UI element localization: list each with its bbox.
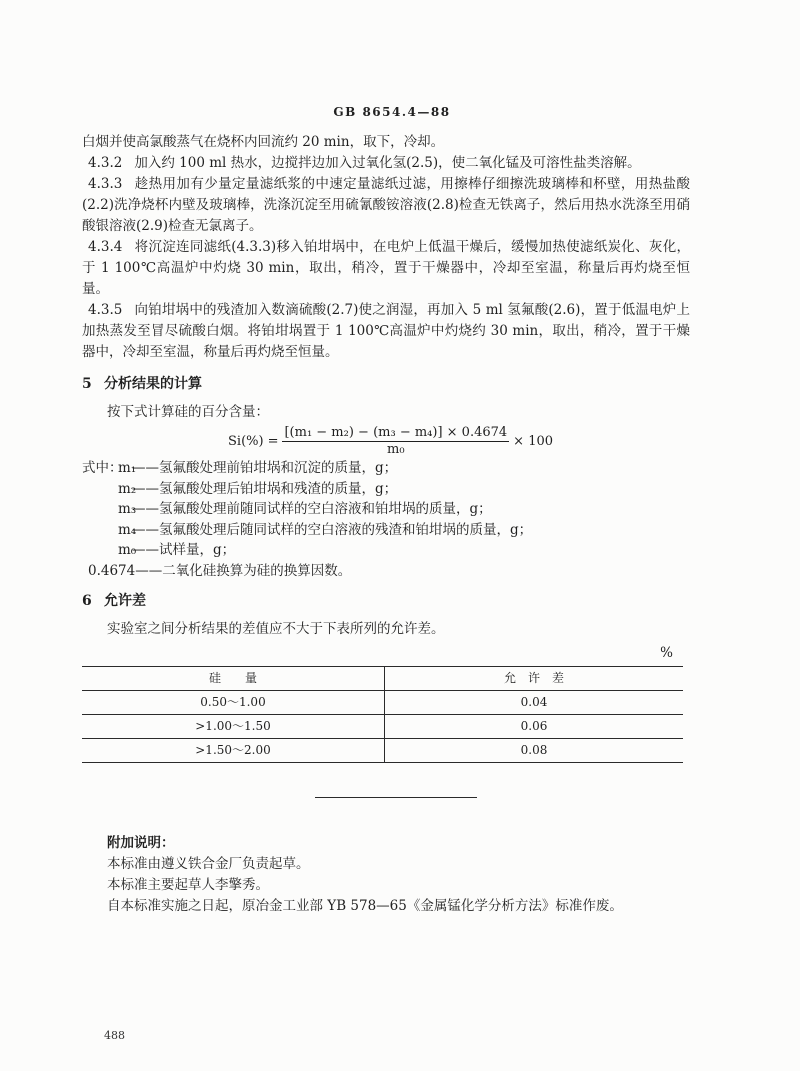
variable-row [82,479,690,500]
formula-equals: = [267,433,279,449]
variable-symbol: m₂ [118,480,137,497]
continued-paragraph: 白烟并使高氯酸蒸气在烧杯内回流约 20 min，取下，冷却。 [82,134,445,150]
additional-notes [82,833,690,917]
section-5-heading [82,374,690,395]
clause-4-3-5 [82,300,690,363]
section-number: 5 [82,376,92,392]
table-unit: % [660,645,673,661]
table-cell: 0.04 [385,691,684,715]
where-label: 式中： [82,460,123,476]
variable-row [82,499,690,520]
standard-number-header: GB 8654.4—88 [333,105,451,119]
clause-4-3-4 [82,237,690,300]
section-number: 6 [82,593,92,609]
tolerance-table [82,666,683,763]
variable-definition: ——试样量，g； [132,542,236,558]
notes-title: 附加说明： [107,835,175,851]
clause-number: 4.3.3 [88,176,123,192]
variable-definition: ——二氧化硅换算为硅的换算因数。 [135,562,352,579]
formula-numerator: [(m₁ − m₂) − (m₃ − m₄)] × 0.4674 [284,424,508,440]
clause-number: 4.3.2 [88,155,123,171]
page-number: 488 [104,1029,125,1042]
formula-fraction [282,425,509,458]
column-header-tolerance: 允 许 差 [385,667,684,691]
clause-text: 向铂坩埚中的残渣加入数滴硫酸(2.7)使之润湿，再加入 5 ml 氢氟酸(2.6)，置于低温电炉上加热蒸发至冒尽硫酸白烟。将铂坩埚置于 1 100℃高温炉中灼烧约 30 min，取出，稍冷，置于干燥器中，冷却至室温，称量后再灼烧至恒量。 [82,302,690,360]
end-separator-line [315,797,477,798]
variable-row [82,520,690,541]
document-body [82,132,690,917]
table-cell: >1.50～2.00 [82,739,385,763]
notes-line: 自本标准实施之日起，原冶金工业部 YB 578—65《金属锰化学分析方法》标准作废。 [107,898,623,914]
column-header-silicon-content: 硅 量 [82,667,385,691]
clause-text: 趁热用加有少量定量滤纸浆的中速定量滤纸过滤，用擦棒仔细擦洗玻璃棒和杯壁，用热盐酸(2.2)洗净烧杯内壁及玻璃棒，洗涤沉淀至用硫氰酸铵溶液(2.8)检查无铁离子，然后用热水洗涤至用硝酸银溶液(2.9)检查无氯离子。 [82,176,690,234]
clause-text: 将沉淀连同滤纸(4.3.3)移入铂坩埚中，在电炉上低温干燥后，缓慢加热使滤纸炭化、灰化，于 1 100℃高温炉中灼烧 30 min，取出，稍冷，置于干燥器中，冷却至室温，称量后再灼烧至恒量。 [82,239,690,297]
section-6-heading [82,591,690,612]
clause-text: 加入约 100 ml 热水，边搅拌边加入过氧化氢(2.5)，使二氧化锰及可溶性盐类溶解。 [134,155,641,171]
silicon-content-formula [82,424,690,458]
variable-symbol: m₁ [118,460,137,476]
formula-denominator: m₀ [387,441,405,457]
table-cell: 0.08 [385,739,684,763]
clause-4-3-2 [82,153,690,174]
tolerance-intro: 实验室之间分析结果的差值应不大于下表所列的允许差。 [107,621,445,637]
table-row [82,715,683,739]
table-cell: >1.00～1.50 [82,715,385,739]
variable-symbol: m₃ [118,501,137,517]
table-row [82,691,683,715]
variable-symbol: 0.4674 [88,562,136,579]
table-cell: 0.06 [385,715,684,739]
variable-row [82,561,690,582]
formula-lhs: Si(%) [228,433,264,449]
clause-number: 4.3.4 [88,239,123,255]
table-cell: 0.50～1.00 [82,691,385,715]
formula-factor: × 100 [513,433,554,449]
table-header-row [82,667,683,691]
clause-4-3-3 [82,174,690,237]
formula-intro: 按下式计算硅的百分含量： [107,404,269,420]
section-title: 分析结果的计算 [104,376,202,392]
section-title: 允许差 [104,593,146,609]
variable-row [82,458,690,479]
notes-line: 本标准主要起草人李擎秀。 [107,877,269,893]
table-row [82,739,683,763]
notes-line: 本标准由遵义铁合金厂负责起草。 [107,856,310,872]
variable-definitions [82,458,690,581]
variable-symbol: m₀ [118,542,137,558]
variable-row [82,540,690,561]
variable-definition: ——氢氟酸处理前铂坩埚和沉淀的质量，g； [132,460,398,476]
clause-number: 4.3.5 [88,302,123,318]
variable-definition: ——氢氟酸处理前随同试样的空白溶液和铂坩埚的质量，g； [132,501,492,517]
variable-definition: ——氢氟酸处理后随同试样的空白溶液的残渣和铂坩埚的质量，g； [132,521,533,538]
variable-definition: ——氢氟酸处理后铂坩埚和残渣的质量，g； [132,480,398,497]
variable-symbol: m₄ [118,521,137,538]
